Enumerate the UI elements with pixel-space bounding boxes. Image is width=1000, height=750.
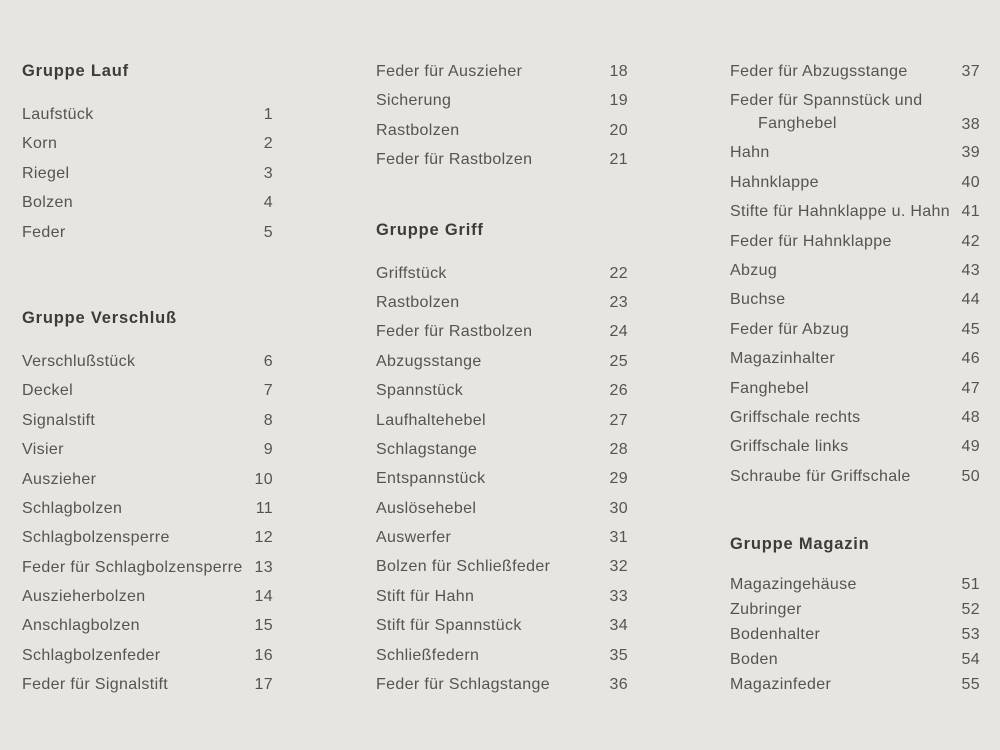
part-name: Bolzen für Schließfeder: [376, 558, 551, 576]
part-number: 54: [961, 651, 980, 669]
part-name: Hahn: [730, 144, 770, 162]
part-name: Magazingehäuse: [730, 576, 857, 594]
part-number: 41: [961, 203, 980, 221]
part-number: 31: [609, 529, 628, 547]
part-number: 22: [609, 264, 628, 282]
parts-list-row: [730, 62, 980, 91]
part-name: Boden: [730, 651, 779, 669]
part-name: Deckel: [22, 382, 74, 400]
part-name: Anschlagbolzen: [22, 617, 140, 635]
part-name: Rastbolzen: [376, 293, 460, 311]
part-number: 9: [263, 441, 273, 459]
parts-list-row: [730, 625, 980, 650]
part-number: 43: [961, 261, 980, 279]
parts-list-row: [376, 587, 628, 616]
part-name: Feder für Abzugsstange: [730, 63, 908, 80]
part-number: 32: [609, 558, 628, 576]
part-name: Stifte für Hahnklappe u. Hahn: [730, 203, 951, 221]
part-number: 45: [961, 320, 980, 338]
part-name: Schließfedern: [376, 646, 480, 664]
parts-list-row: [22, 411, 273, 440]
parts-list-row: [22, 587, 273, 616]
parts-list-row: [376, 264, 628, 293]
part-number: 17: [254, 676, 273, 694]
parts-list-row: [730, 408, 980, 437]
part-name-line2: Fanghebel: [758, 115, 837, 133]
part-name: Griffschale rechts: [730, 408, 861, 426]
part-number: 34: [609, 617, 628, 635]
parts-list-row: [730, 232, 980, 261]
part-name: Signalstift: [22, 411, 96, 429]
parts-group: [22, 309, 273, 705]
part-number: 55: [961, 676, 980, 694]
part-name: Schlagbolzen: [22, 499, 123, 517]
part-number: 10: [254, 470, 273, 488]
part-number: 38: [961, 116, 980, 134]
parts-column-left: [22, 62, 273, 705]
parts-list-row: [376, 293, 628, 322]
parts-list-row: [376, 121, 628, 150]
parts-list-row: [22, 352, 273, 381]
part-number: 51: [961, 576, 980, 594]
parts-list-row: [376, 411, 628, 440]
part-number: 5: [263, 223, 273, 241]
part-number: 6: [263, 352, 273, 370]
parts-list-row: [730, 600, 980, 625]
parts-list-row: [376, 62, 628, 91]
part-name: Sicherung: [376, 92, 452, 110]
part-number: 11: [255, 499, 273, 517]
part-number: 23: [609, 293, 628, 311]
parts-group: [22, 62, 273, 252]
parts-list-row: [22, 528, 273, 557]
part-number: 16: [254, 646, 273, 664]
part-name: Schraube für Griffschale: [730, 467, 911, 485]
part-name: Auswerfer: [376, 529, 452, 547]
parts-list-row: [22, 134, 273, 163]
parts-list-row: [730, 675, 980, 700]
part-number: 29: [609, 470, 628, 488]
part-name: Schlagstange: [376, 440, 478, 458]
group-heading: Gruppe Magazin: [730, 535, 870, 554]
part-name: Stift für Hahn: [376, 587, 475, 605]
parts-list-row: [730, 379, 980, 408]
parts-group: [730, 535, 980, 700]
parts-list-row: [730, 202, 980, 231]
part-name: Schlagbolzenfeder: [22, 646, 161, 664]
parts-list-row: [730, 437, 980, 466]
part-name: Spannstück: [376, 382, 464, 400]
part-name: Schlagbolzensperre: [22, 529, 170, 547]
part-name: Bolzen: [22, 194, 74, 212]
parts-list-row: [730, 320, 980, 349]
part-name: Riegel: [22, 164, 70, 182]
parts-list-row: [376, 499, 628, 528]
part-number: 40: [961, 173, 980, 191]
part-name: Feder für Schlagstange: [376, 676, 551, 694]
part-number: 2: [263, 135, 273, 153]
parts-list-row: [376, 528, 628, 557]
part-number: 42: [961, 232, 980, 250]
part-name: Buchse: [730, 291, 786, 309]
parts-list-row: [22, 558, 273, 587]
parts-list-row: [22, 105, 273, 134]
parts-list-row: [22, 675, 273, 704]
parts-list-row: [376, 616, 628, 645]
part-name: Stift für Spannstück: [376, 617, 522, 635]
part-number: 44: [961, 291, 980, 309]
part-number: 18: [609, 63, 628, 80]
part-number: 35: [609, 646, 628, 664]
part-name: Auszieher: [22, 470, 97, 488]
parts-list-row: [22, 616, 273, 645]
part-name: Feder für Signalstift: [22, 676, 169, 694]
part-number: 27: [609, 411, 628, 429]
part-name: Entspannstück: [376, 470, 486, 488]
part-name: Feder für Hahnklappe: [730, 232, 892, 250]
part-name: Feder: [22, 223, 66, 241]
part-number: 12: [254, 529, 273, 547]
part-name: Feder für Rastbolzen: [376, 151, 533, 169]
part-name: Hahnklappe: [730, 173, 819, 191]
parts-list-row: [376, 557, 628, 586]
part-name: Feder für Schlagbolzensperre: [22, 558, 243, 576]
part-number: 48: [961, 408, 980, 426]
parts-column-middle: [376, 62, 628, 704]
part-number: 53: [961, 626, 980, 644]
part-name: Verschlußstück: [22, 352, 136, 370]
parts-list-row: [376, 322, 628, 351]
part-name: Laufhaltehebel: [376, 411, 486, 429]
part-name: Visier: [22, 441, 64, 459]
part-name: Abzugsstange: [376, 352, 482, 370]
part-number: 7: [263, 382, 273, 400]
parts-list-row: [730, 349, 980, 378]
part-number: 21: [609, 151, 628, 169]
part-name: Magazinhalter: [730, 350, 836, 368]
part-name: Fanghebel: [730, 379, 809, 397]
parts-list-row: [730, 290, 980, 319]
part-number: 30: [609, 499, 628, 517]
parts-list-row: [730, 143, 980, 172]
parts-list-row: [376, 150, 628, 179]
parts-group: [376, 221, 628, 705]
parts-list-row: [22, 470, 273, 499]
part-number: 26: [609, 382, 628, 400]
parts-list-row: [22, 499, 273, 528]
part-name: Feder für Spannstück und Fanghebel: [730, 92, 923, 133]
part-name: Magazinfeder: [730, 676, 832, 694]
part-number: 15: [254, 617, 273, 635]
part-name: Korn: [22, 135, 58, 153]
parts-group: [376, 62, 628, 180]
part-number: 36: [609, 676, 628, 694]
part-number: 25: [609, 352, 628, 370]
parts-list-row: [376, 440, 628, 469]
parts-list-row: [22, 223, 273, 252]
part-name: Griffschale links: [730, 438, 849, 456]
part-number: 47: [961, 379, 980, 397]
part-number: 37: [961, 63, 980, 80]
part-number: 20: [609, 121, 628, 139]
part-number: 39: [961, 144, 980, 162]
parts-list-row: [730, 467, 980, 496]
part-name: Rastbolzen: [376, 121, 460, 139]
part-name: Auszieherbolzen: [22, 588, 146, 606]
part-name: Feder für Rastbolzen: [376, 323, 533, 341]
part-number: 1: [263, 106, 273, 123]
parts-list-row: [22, 440, 273, 469]
group-heading: Gruppe Griff: [376, 220, 484, 239]
part-number: 24: [609, 323, 628, 341]
part-name: Zubringer: [730, 601, 802, 619]
part-number: 13: [254, 558, 273, 576]
group-heading: Gruppe Verschluß: [22, 308, 177, 327]
part-number: 3: [263, 164, 273, 182]
parts-list-row: [22, 164, 273, 193]
part-number: 4: [263, 194, 273, 212]
part-number: 46: [961, 350, 980, 368]
parts-list-row: [22, 381, 273, 410]
part-number: 33: [609, 587, 628, 605]
parts-list-row: [730, 575, 980, 600]
parts-list-row: [376, 91, 628, 120]
parts-list-row: [376, 381, 628, 410]
parts-list-row: [376, 675, 628, 704]
part-number: 19: [609, 92, 628, 110]
part-number: 8: [263, 411, 273, 429]
part-number: 14: [254, 588, 273, 606]
parts-list-row: [376, 352, 628, 381]
parts-group: [730, 62, 980, 496]
part-name: Bodenhalter: [730, 626, 821, 644]
parts-column-right: [730, 62, 980, 700]
parts-list-row: [730, 650, 980, 675]
parts-list-row: [376, 646, 628, 675]
part-name: Feder für Auszieher: [376, 63, 523, 80]
part-number: 50: [961, 467, 980, 485]
parts-list-row: [730, 91, 980, 143]
part-number: 49: [961, 438, 980, 456]
part-number: 28: [609, 440, 628, 458]
parts-list-row: [730, 173, 980, 202]
part-name: Auslösehebel: [376, 499, 477, 517]
parts-list-row: [376, 469, 628, 498]
parts-list-row: [730, 261, 980, 290]
parts-list-row: [22, 193, 273, 222]
group-heading: Gruppe Lauf: [22, 62, 129, 80]
parts-list-row: [22, 646, 273, 675]
part-name: Laufstück: [22, 106, 94, 123]
part-name: Feder für Abzug: [730, 320, 850, 338]
part-number: 52: [961, 601, 980, 619]
part-name: Abzug: [730, 261, 778, 279]
part-name: Griffstück: [376, 264, 447, 282]
